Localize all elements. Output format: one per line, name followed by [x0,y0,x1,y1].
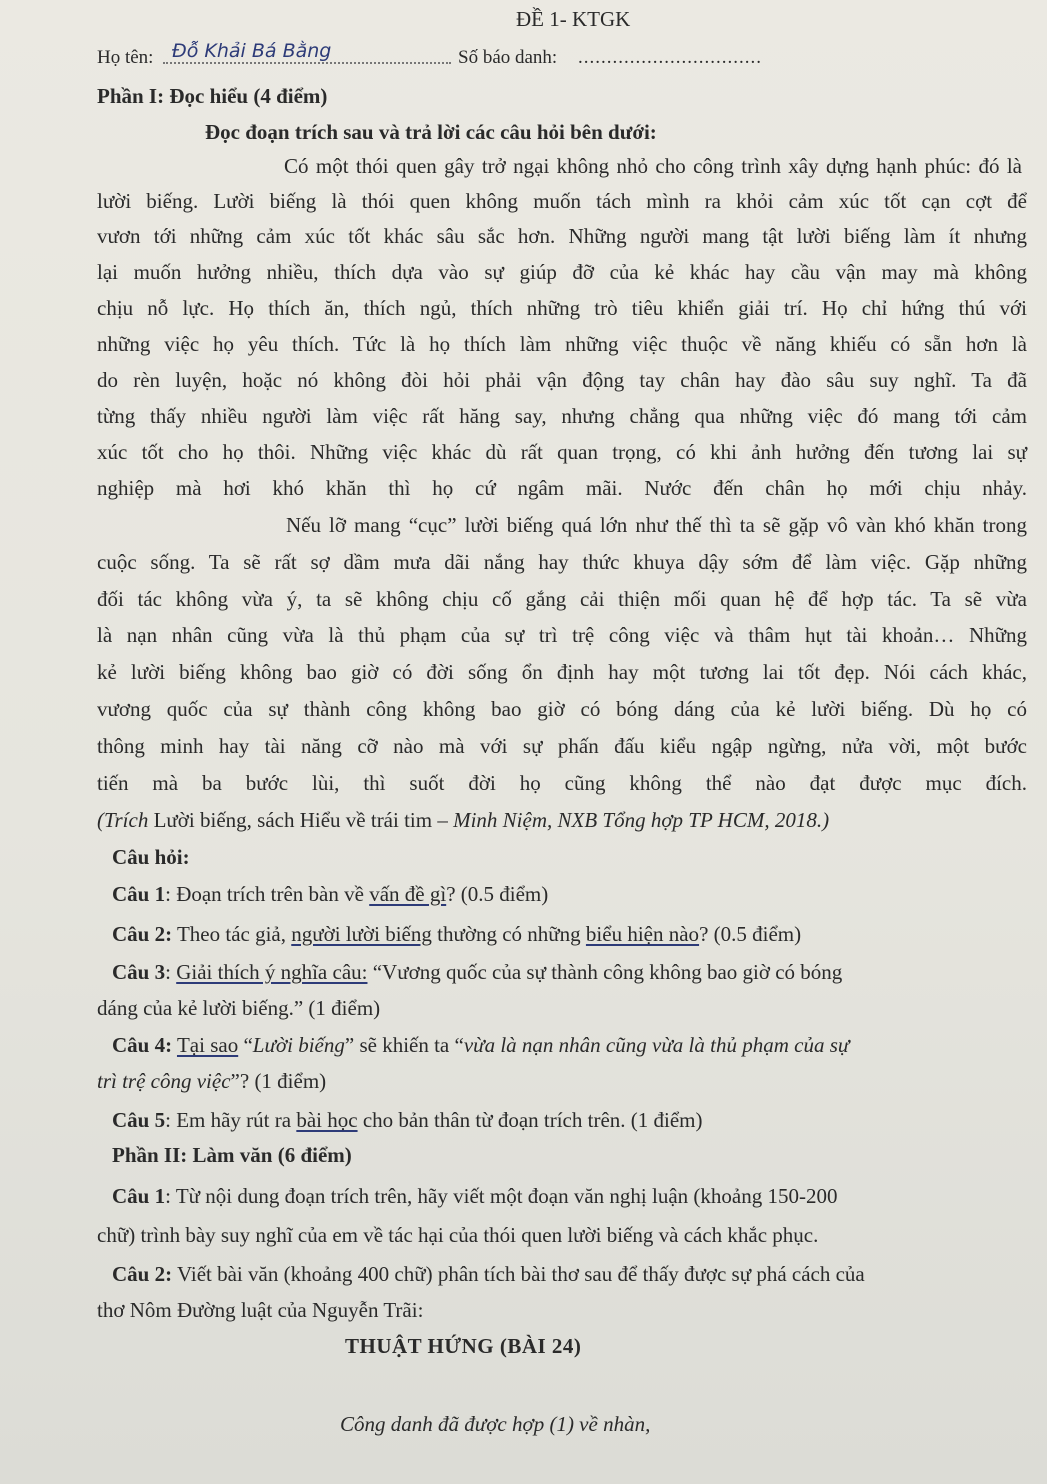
q5-points: cho bản thân từ đoạn trích trên. (1 điểm) [357,1108,703,1132]
poem-line: Công danh đã được hợp (1) về nhàn, [340,1412,651,1436]
question-3-line-2: dáng của kẻ lười biếng.” (1 điểm) [97,996,381,1020]
q2-text-2: thường có những [431,922,586,946]
c1-text: : Từ nội dung đoạn trích trên, hãy viết một đoạn văn nghị luận (khoảng 150-200 [165,1184,838,1208]
q4-open-quote: “ [238,1033,253,1057]
passage-line: lại muốn hưởng nhiều, thích dựa vào sự giúp đỡ của kẻ khác hay cầu vận may mà không [97,260,1027,284]
question-1 [112,882,548,907]
question-2 [112,922,801,947]
passage-line: đối tác không vừa ý, ta sẽ không chịu cố gắng cải thiện mối quan hệ để hợp tác. Ta sẽ vừa [97,587,1027,611]
q2-text: Theo tác giả, [172,922,292,946]
q2-label: Câu 2: [112,922,173,946]
q3-text: “Vương quốc của sự thành công không bao giờ có bóng [367,960,843,984]
q3-label: Câu 3 [112,960,166,984]
q4-italic-1: Lười biếng [252,1033,345,1057]
citation-post: – Minh Niệm, NXB Tổng hợp TP HCM, 2018.) [432,808,830,832]
passage-line: kẻ lười biếng không bao giờ có đời sống ổn định hay một tương lai tốt đẹp. Nói cách khác, [97,660,1027,684]
name-label: Họ tên: [97,47,154,68]
c1-label: Câu 1 [112,1184,166,1208]
passage-line: vươn tới những cảm xúc tốt khác sâu sắc hơn. Những người mang tật lười biếng làm ít nhưng [97,224,1027,248]
citation-pre: (Trích [97,808,154,832]
essay-question-1-line-2: chữ) trình bày suy nghĩ của em về tác hại của thói quen lười biếng và cách khắc phục. [97,1223,819,1247]
essay-question-2-line-2: thơ Nôm Đường luật của Nguyễn Trãi: [97,1298,424,1322]
question-4 [112,1033,849,1058]
passage-line: do rèn luyện, hoặc nó không đòi hỏi phải vận động tay chân hay đào sâu suy nghĩ. Ta đã [97,368,1027,392]
q4-text: ” sẽ khiến ta “ [344,1033,464,1057]
questions-heading: Câu hỏi: [112,845,190,869]
q1-points: ? (0.5 điểm) [446,882,549,906]
q4-italic-2: vừa là nạn nhân cũng vừa là thủ phạm của sự [463,1033,850,1057]
passage-line: vương quốc của sự thành công không bao giờ có bóng dáng của kẻ lười biếng. Dù họ có [97,697,1027,721]
c2-text: Viết bài văn (khoảng 400 chữ) phân tích bài thơ sau để thấy được sự phá cách của [172,1262,865,1286]
passage-line: xúc tốt cho họ thôi. Những việc khác dù rất quan trọng, có khi ảnh hưởng đến tương lai sự [97,440,1027,464]
q1-label: Câu 1 [112,882,166,906]
q4-label: Câu 4: [112,1033,173,1057]
passage-line: cuộc sống. Ta sẽ rất sợ dầm mưa dãi nắng hay thức khuya dậy sớm để làm việc. Gặp những [97,550,1027,574]
part2-title: Phần II: Làm văn (6 điểm) [112,1143,352,1167]
passage-line: lười biếng. Lười biếng là thói quen không muốn tách mình ra khỏi cảm xúc tốt cạn cợt để [97,189,1027,213]
passage-line: những việc họ yêu thích. Tức là họ thích làm những việc thuộc về năng khiếu có sẵn hơn là [97,332,1027,356]
citation [97,808,829,833]
passage-line: chịu nỗ lực. Họ thích ăn, thích ngủ, thích những trò tiêu khiển giải trí. Họ chỉ hứng thú với [97,296,1027,320]
q2-underlined-1: người lười biếng [291,922,432,946]
passage-line: là nạn nhân cũng vừa là thủ phạm của sự trì trệ công việc và thâm hụt tài khoản… Những [97,623,1027,647]
passage-line: tiến mà ba bước lùi, thì suốt đời họ cũng không thể nào đạt được mục đích. [97,771,1027,795]
q4-italic-3: trì trệ công việc [97,1069,231,1093]
question-5 [112,1108,703,1133]
q5-underlined: bài học [296,1108,358,1132]
citation-title: Lười biếng, sách Hiểu về trái tim [153,808,433,832]
passage-line: thông minh hay tài năng cỡ nào mà với sự phấn đấu kiểu ngập ngừng, nửa vời, một bước [97,734,1027,758]
passage-line: nghiệp mà hơi khó khăn thì họ cứ ngâm mãi. Nước đến chân họ mới chịu nhảy. [97,476,1027,500]
q5-text: : Em hãy rút ra [165,1108,297,1132]
part1-instruction: Đọc đoạn trích sau và trả lời các câu hỏi bên dưới: [205,120,657,144]
part1-title: Phần I: Đọc hiểu (4 điểm) [97,84,328,108]
c2-label: Câu 2: [112,1262,173,1286]
q4-points: ”? (1 điểm) [230,1069,327,1093]
q3-colon: : [165,960,177,984]
q2-underlined-2: biểu hiện nào [585,922,700,946]
q2-points: ? (0.5 điểm) [699,922,802,946]
name-handwritten: Đỗ Khải Bá Bằng [172,40,332,62]
name-dotted-line [163,62,451,64]
q4-underlined: Tại sao [176,1033,239,1057]
question-4-line-2 [97,1069,326,1094]
question-3 [112,960,842,985]
id-dots: ................................ [578,47,762,68]
exam-title: ĐỀ 1- KTGK [516,7,631,31]
q3-underlined: Giải thích ý nghĩa câu: [176,960,368,984]
q1-underlined: vấn đề gì [369,882,447,906]
essay-question-1 [112,1184,837,1209]
q1-text: : Đoạn trích trên bàn về [165,882,370,906]
passage-line: Có một thói quen gây trở ngại không nhỏ cho công trình xây dựng hạnh phúc: đó là [284,154,1022,178]
passage-line: Nếu lỡ mang “cục” lười biếng quá lớn như thế thì ta sẽ gặp vô vàn khó khăn trong [286,513,1027,537]
passage-line: từng thấy nhiều người làm việc rất hăng say, nhưng chẳng qua những việc đó mang tới cảm [97,404,1027,428]
essay-question-2 [112,1262,865,1287]
q5-label: Câu 5 [112,1108,166,1132]
poem-title: THUẬT HỨNG (BÀI 24) [345,1334,582,1358]
id-label: Số báo danh: [458,47,558,68]
